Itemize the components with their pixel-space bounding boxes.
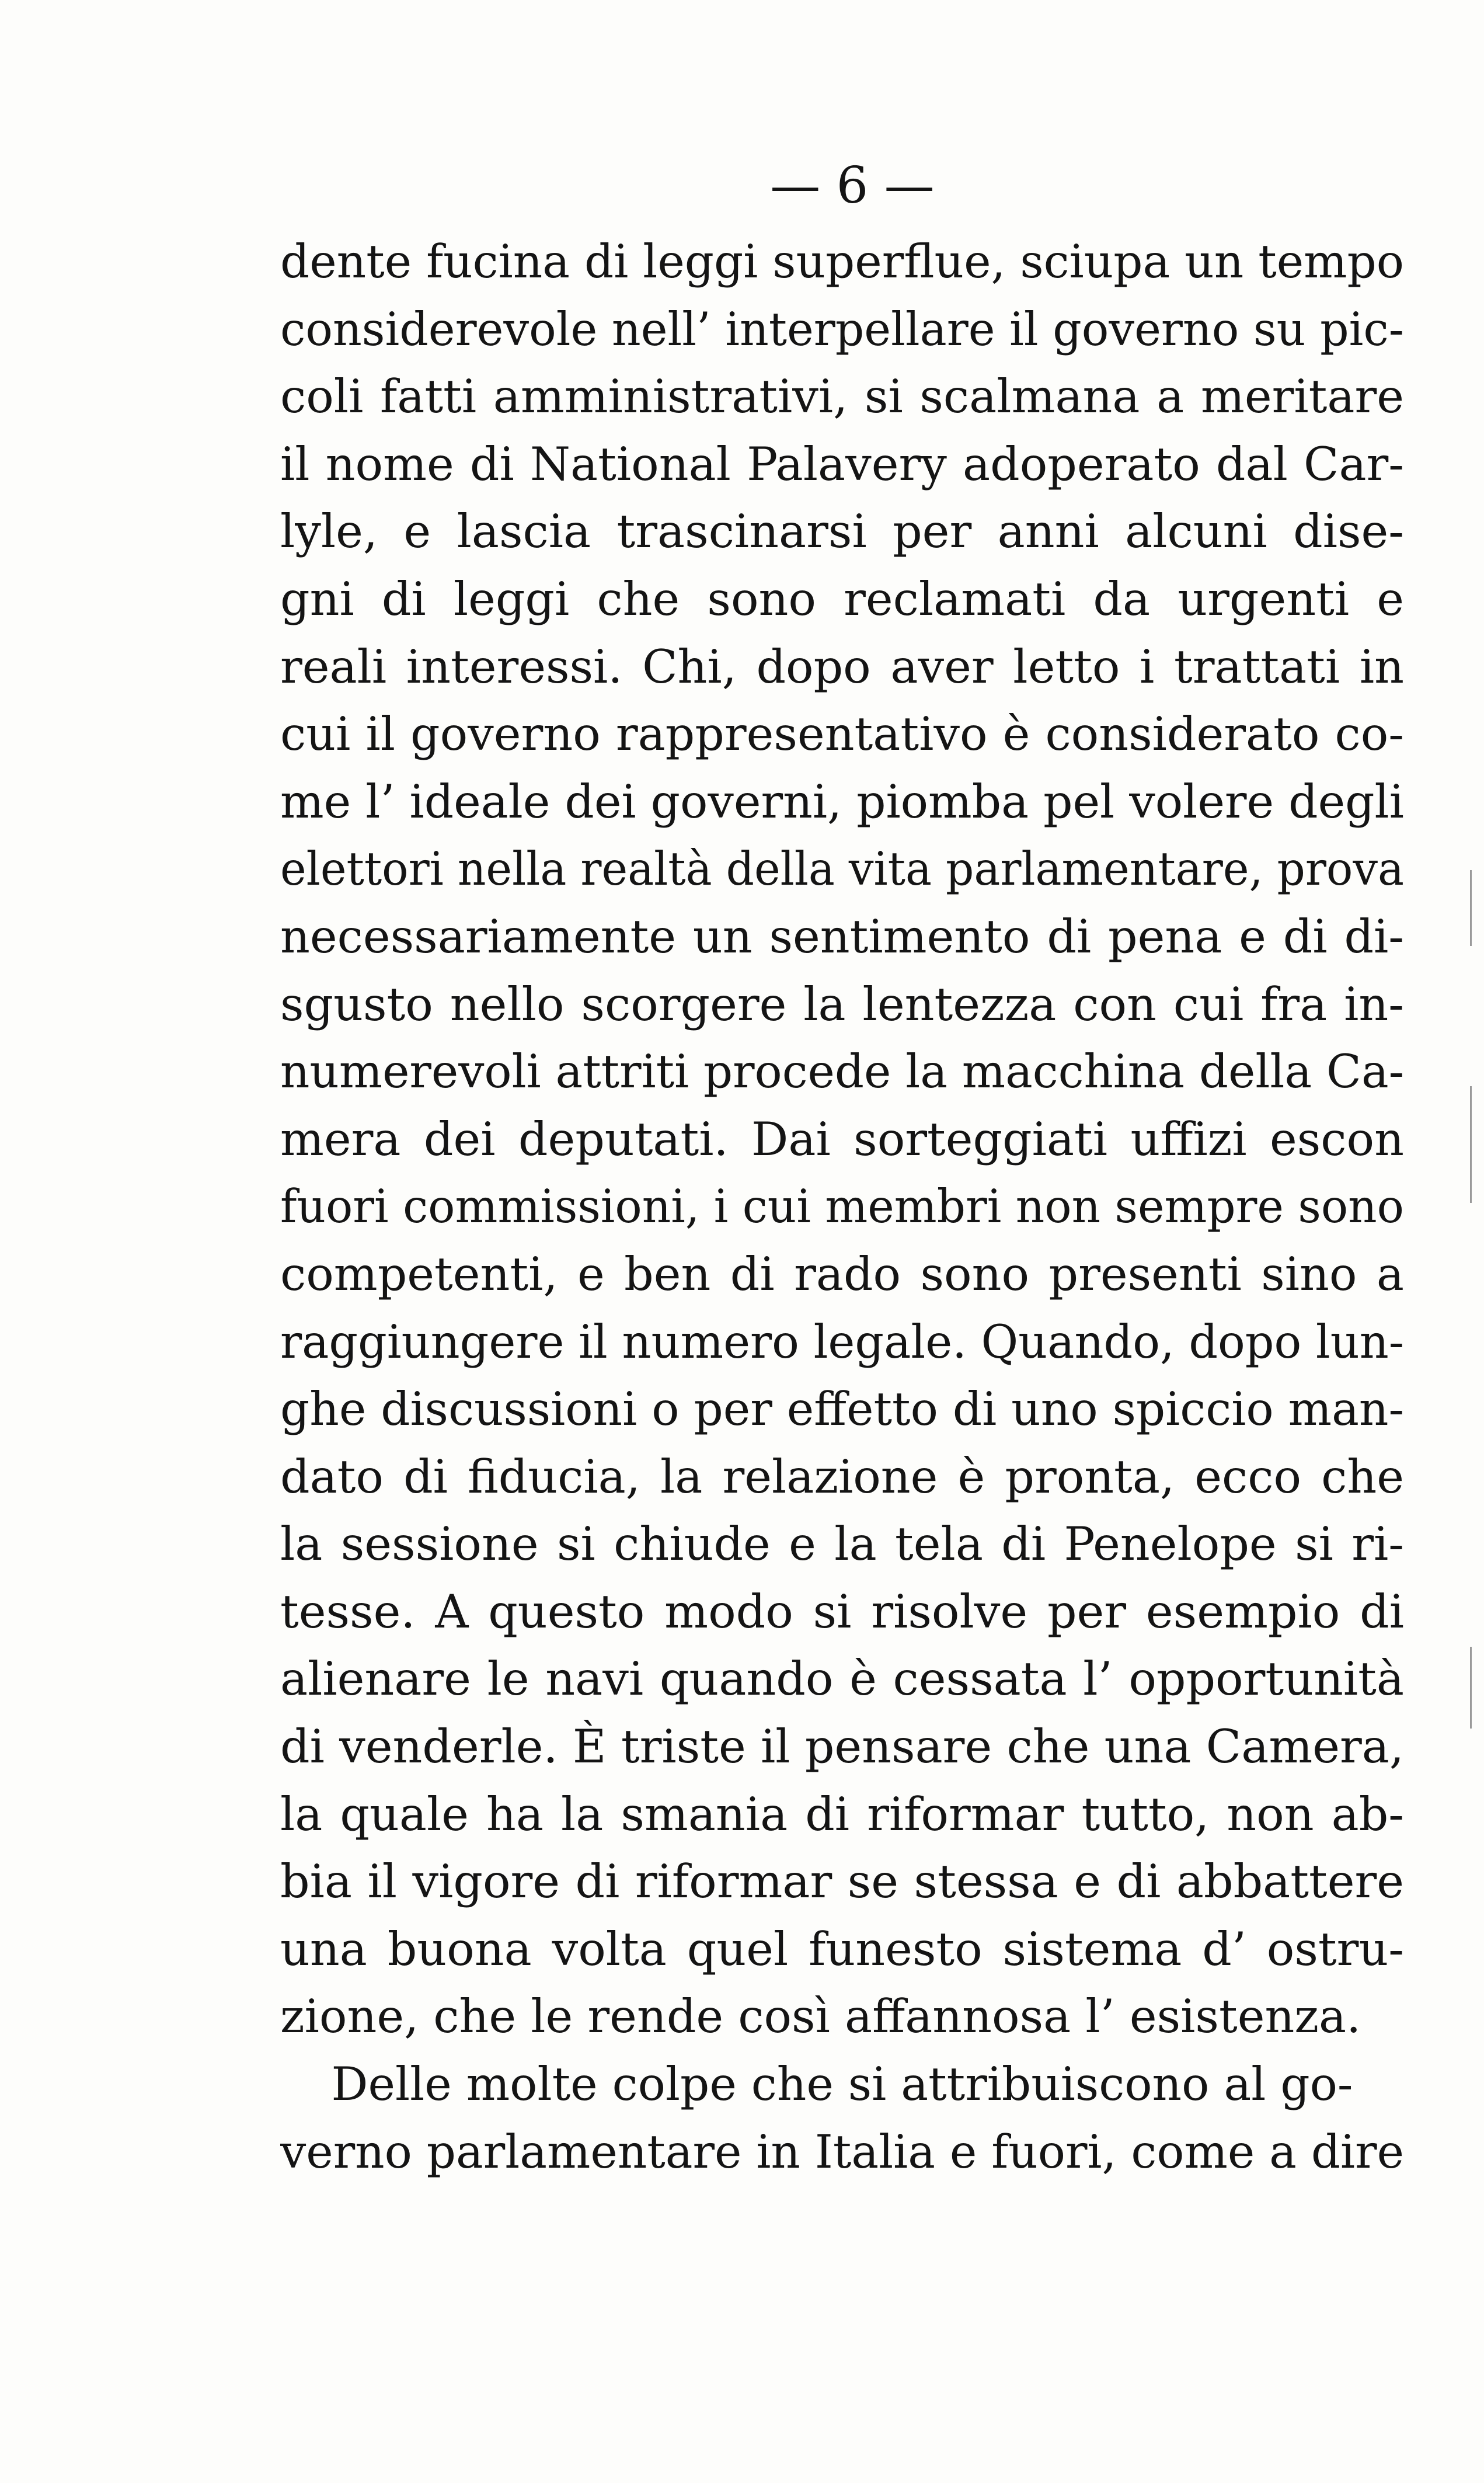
text-line: Delle molte colpe che si attribuiscono al go- xyxy=(331,2057,1353,2112)
text-line: lyle, e lascia trascinarsi per anni alcuni dise- xyxy=(280,505,1404,559)
text-line: cui il governo rappresentativo è considerato co- xyxy=(280,707,1404,761)
text-line: dente fucina di leggi superflue, sciupa un tempo xyxy=(280,235,1404,288)
text-line: il nome di National Palavery adoperato dal Car- xyxy=(280,437,1404,491)
text-line: una buona volta quel funesto sistema d’ ostru- xyxy=(280,1922,1404,1976)
text-line: mera dei deputati. Dai sorteggiati uffizi escon xyxy=(280,1112,1404,1166)
text-line: necessariamente un sentimento di pena e di di- xyxy=(280,909,1404,964)
text-line: ghe discussioni o per effetto di uno spiccio man- xyxy=(280,1382,1404,1437)
text-line: sgusto nello scorgere la lentezza con cui fra in- xyxy=(280,977,1404,1031)
text-line: di venderle. È triste il pensare che una Camera, xyxy=(280,1720,1404,1774)
text-line: raggiungere il numero legale. Quando, dopo lun- xyxy=(280,1314,1404,1369)
text-line: gni di leggi che sono reclamati da urgenti e xyxy=(280,572,1404,626)
text-line: me l’ ideale dei governi, piomba pel volere degli xyxy=(280,774,1404,829)
text-line: considerevole nell’ interpellare il governo su pic- xyxy=(280,302,1404,356)
text-line: verno parlamentare in Italia e fuori, come a dire xyxy=(280,2124,1404,2179)
text-line: alienare le navi quando è cessata l’ opportunità xyxy=(280,1652,1404,1706)
text-line: elettori nella realtà della vita parlamentare, prova xyxy=(280,842,1404,896)
scan-mark xyxy=(1470,1647,1472,1729)
text-line: numerevoli attriti procede la macchina della Ca- xyxy=(280,1045,1404,1099)
scan-mark xyxy=(1470,1086,1472,1203)
text-line: competenti, e ben di rado sono presenti sino a xyxy=(280,1247,1404,1301)
text-line: bia il vigore di riformar se stessa e di abbattere xyxy=(280,1855,1404,1909)
text-line: la quale ha la smania di riformar tutto, non ab- xyxy=(280,1787,1404,1841)
text-line: reali interessi. Chi, dopo aver letto i trattati in xyxy=(280,639,1404,694)
body-text xyxy=(280,232,1404,2190)
page-number: — 6 — xyxy=(770,157,935,215)
text-line: fuori commissioni, i cui membri non sempre sono xyxy=(280,1180,1404,1234)
text-line: coli fatti amministrativi, si scalmana a meritare xyxy=(280,370,1404,424)
text-line: zione, che le rende così affannosa l’ esistenza. xyxy=(280,1990,1361,2044)
text-line: dato di fiducia, la relazione è pronta, ecco che xyxy=(280,1449,1404,1504)
text-line: tesse. A questo modo si risolve per esempio di xyxy=(280,1584,1404,1639)
text-line: la sessione si chiude e la tela di Penelope si ri- xyxy=(280,1517,1404,1571)
scan-mark xyxy=(1470,870,1472,946)
